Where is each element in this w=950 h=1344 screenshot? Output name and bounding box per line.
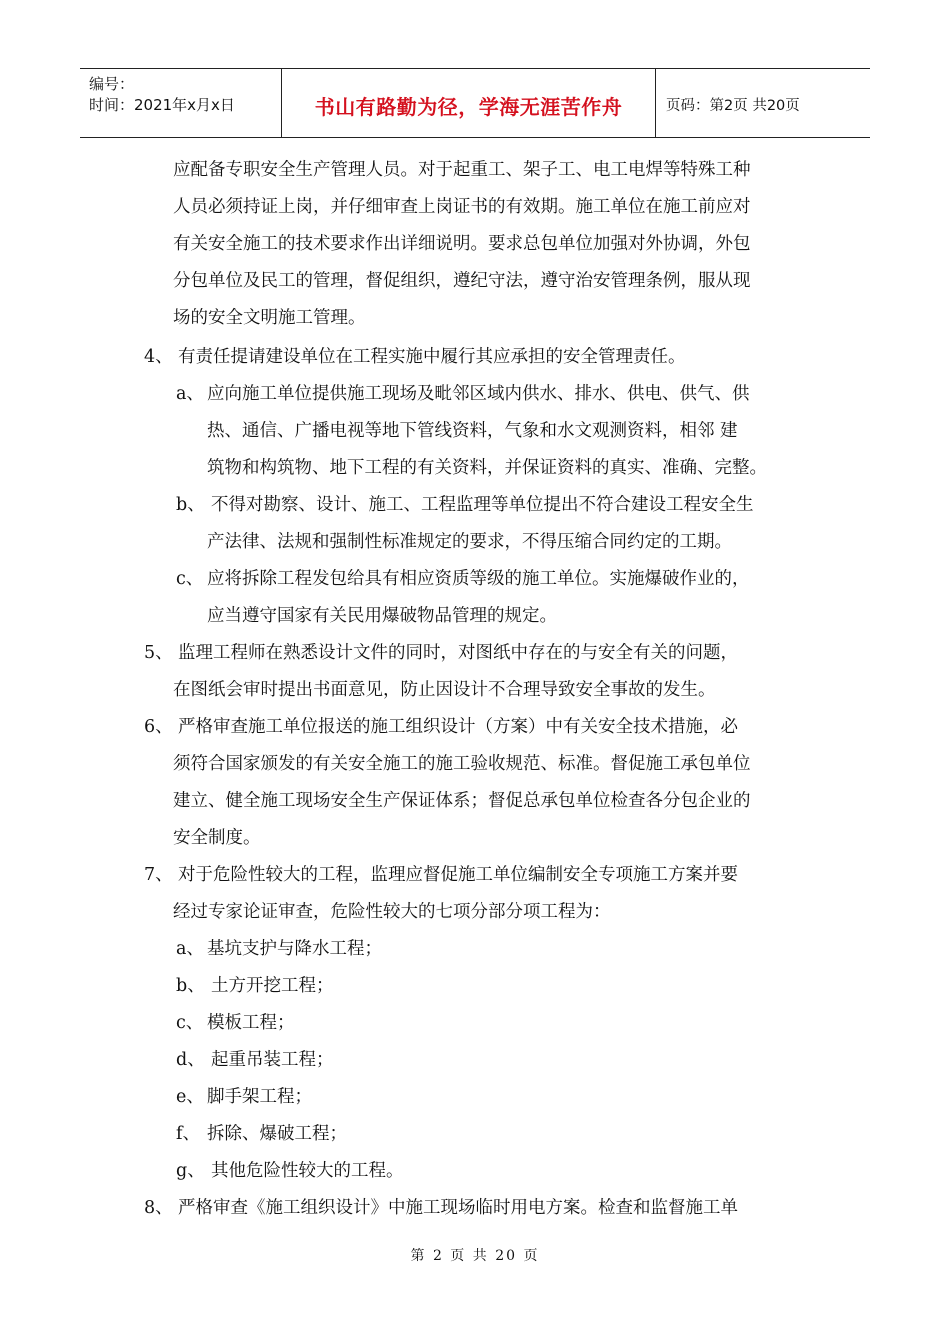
text-line: 应配备专职安全生产管理人员。对于起重工、架子工、电工电焊等特殊工种 [173, 160, 751, 180]
text-line: 其他危险性较大的工程。 [211, 1161, 404, 1181]
sub-item-letter: d、 [176, 1050, 205, 1070]
sub-item-letter: f、 [176, 1124, 200, 1144]
text-line: 场的安全文明施工管理。 [173, 308, 366, 328]
text-line: 有关安全施工的技术要求作出详细说明。要求总包单位加强对外协调，外包 [173, 234, 751, 254]
page-header [80, 68, 870, 138]
item-number: 4、 [144, 347, 173, 367]
page-footer: 第 2 页 共 20 页 [410, 1248, 540, 1264]
text-line: 脚手架工程； [207, 1087, 312, 1107]
item-number: 7、 [144, 865, 173, 885]
sub-item-letter: c、 [176, 569, 204, 589]
text-line: 监理工程师在熟悉设计文件的同时，对图纸中存在的与安全有关的问题， [178, 643, 738, 663]
sub-item-letter: e、 [176, 1087, 204, 1107]
text-line: 产法律、法规和强制性标准规定的要求，不得压缩合同约定的工期。 [207, 532, 732, 552]
sub-item-letter: b、 [176, 495, 205, 515]
text-line: 拆除、爆破工程； [207, 1124, 347, 1144]
text-line: 在图纸会审时提出书面意见，防止因设计不合理导致安全事故的发生。 [173, 680, 716, 700]
serial-label: 编号： [89, 75, 135, 93]
text-line: 筑物和构筑物、地下工程的有关资料，并保证资料的真实、准确、完整。 [207, 458, 767, 478]
text-line: 模板工程； [207, 1013, 295, 1033]
text-line: 安全制度。 [173, 828, 261, 848]
text-line: 基坑支护与降水工程； [207, 939, 382, 959]
sub-item-letter: c、 [176, 1013, 204, 1033]
item-number: 6、 [144, 717, 173, 737]
item-number: 8、 [144, 1198, 173, 1218]
header-motto: 书山有路勤为径，学海无涯苦作舟 [282, 69, 656, 137]
sub-item-letter: a、 [176, 939, 204, 959]
sub-item-letter: b、 [176, 976, 205, 996]
text-line: 应当遵守国家有关民用爆破物品管理的规定。 [207, 606, 557, 626]
text-line: 人员必须持证上岗，并仔细审查上岗证书的有效期。施工单位在施工前应对 [173, 197, 751, 217]
sub-item-letter: a、 [176, 384, 204, 404]
text-line: 严格审查施工单位报送的施工组织设计（方案）中有关安全技术措施，必 [178, 717, 738, 737]
item-number: 5、 [144, 643, 173, 663]
sub-item-letter: g、 [176, 1161, 205, 1181]
text-line: 严格审查《施工组织设计》中施工现场临时用电方案。检查和监督施工单 [178, 1198, 738, 1218]
text-line: 经过专家论证审查，危险性较大的七项分部分项工程为： [173, 902, 611, 922]
text-line: 热、通信、广播电视等地下管线资料，气象和水文观测资料，相邻 建 [207, 421, 738, 441]
text-line: 建立、健全施工现场安全生产保证体系；督促总承包单位检查各分包企业的 [173, 791, 751, 811]
text-line: 土方开挖工程； [211, 976, 334, 996]
text-line: 分包单位及民工的管理，督促组织，遵纪守法，遵守治安管理条例，服从现 [173, 271, 751, 291]
text-line: 须符合国家颁发的有关安全施工的施工验收规范、标准。督促施工承包单位 [173, 754, 751, 774]
header-page-info: 页码：第2页 共20页 [666, 98, 800, 114]
text-line: 应向施工单位提供施工现场及毗邻区域内供水、排水、供电、供气、供 [207, 384, 750, 404]
text-line: 不得对勘察、设计、施工、工程监理等单位提出不符合建设工程安全生 [211, 495, 754, 515]
header-left-cell [80, 69, 282, 137]
text-line: 应将拆除工程发包给具有相应资质等级的施工单位。实施爆破作业的， [207, 569, 750, 589]
time-label: 时间：2021年x月x日 [89, 96, 235, 114]
text-line: 有责任提请建设单位在工程实施中履行其应承担的安全管理责任。 [178, 347, 686, 367]
text-line: 对于危险性较大的工程，监理应督促施工单位编制安全专项施工方案并要 [178, 865, 738, 885]
text-line: 起重吊装工程； [211, 1050, 334, 1070]
